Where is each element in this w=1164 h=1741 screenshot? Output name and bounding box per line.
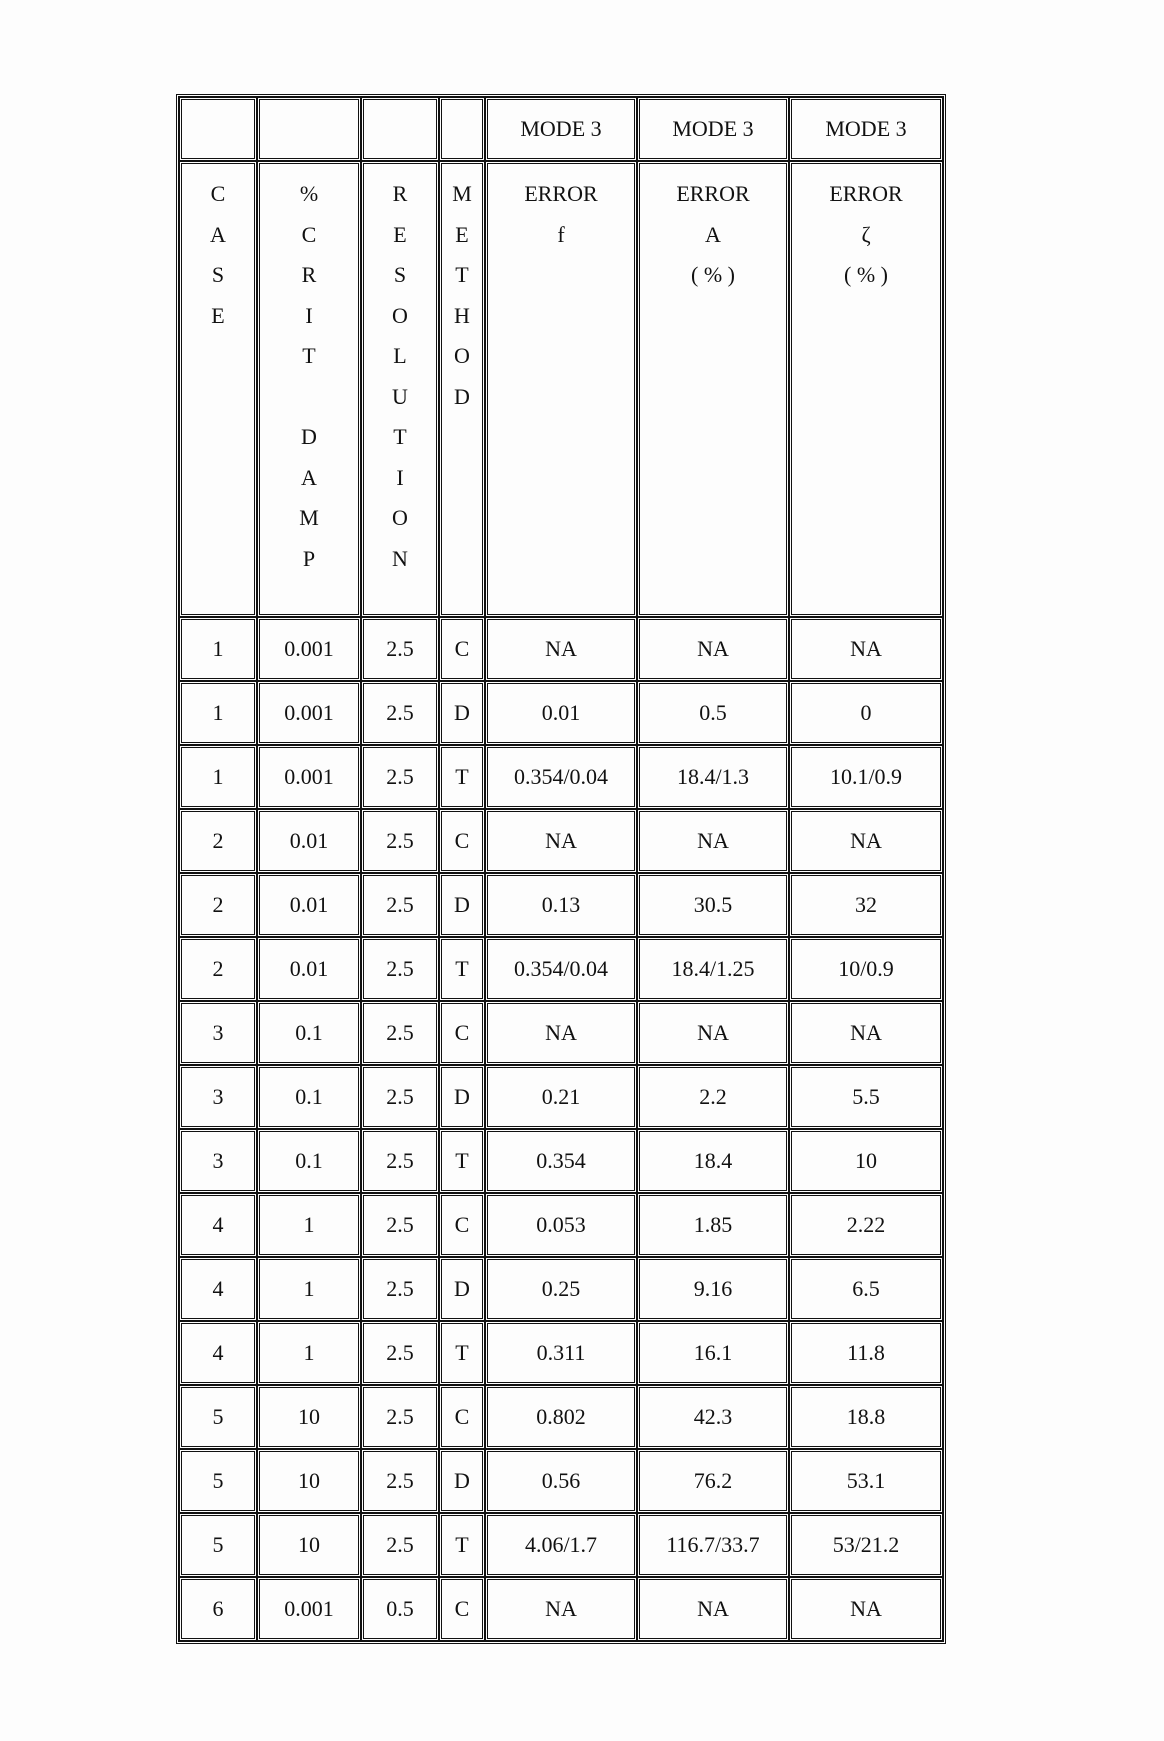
cell-method: C [439,617,485,681]
header-case-letters [182,174,254,336]
cell-error-zeta: 53/21.2 [789,1513,943,1577]
table-row [179,1001,943,1065]
cell-error-zeta: 10.1/0.9 [789,745,943,809]
cell-error-a: NA [637,809,789,873]
cell-error-a: 2.2 [637,1065,789,1129]
cell-error-zeta: 10 [789,1129,943,1193]
header-error-a-lines [640,174,786,296]
header-crit-damp-line [260,377,358,418]
error-table [176,94,946,1644]
cell-case: 2 [179,937,257,1001]
cell-crit-damp: 1 [257,1257,361,1321]
header-resolution-line: O [392,302,408,328]
table-row [179,873,943,937]
cell-resolution: 2.5 [361,1001,439,1065]
cell-error-a: 16.1 [637,1321,789,1385]
cell-method: D [439,681,485,745]
header-error-zeta-lines [792,174,940,296]
cell-error-f: 0.311 [485,1321,637,1385]
mode-header-row [179,97,943,161]
header-error-f-line: f [557,221,565,247]
cell-error-a: 42.3 [637,1385,789,1449]
cell-error-a: 9.16 [637,1257,789,1321]
cell-crit-damp: 0.01 [257,873,361,937]
header-crit-damp-line: R [301,262,317,287]
cell-error-f: 0.56 [485,1449,637,1513]
header-method [439,161,485,617]
cell-method: T [439,1513,485,1577]
header-case [179,161,257,617]
cell-crit-damp: 0.1 [257,1129,361,1193]
header-crit-damp-line: C [301,221,317,247]
header-resolution-line: N [392,545,408,571]
cell-case: 4 [179,1193,257,1257]
cell-crit-damp: 0.1 [257,1065,361,1129]
table-row [179,1257,943,1321]
cell-error-f: 0.354 [485,1129,637,1193]
table-row [179,1385,943,1449]
cell-case: 1 [179,745,257,809]
cell-error-f: 0.01 [485,681,637,745]
table-row [179,1513,943,1577]
table-row [179,1449,943,1513]
mode-cell-case [179,97,257,161]
cell-error-zeta: 10/0.9 [789,937,943,1001]
cell-case: 3 [179,1001,257,1065]
cell-error-f: 0.354/0.04 [485,745,637,809]
cell-error-f: NA [485,1001,637,1065]
header-method-line: O [454,343,470,368]
cell-crit-damp: 0.01 [257,937,361,1001]
cell-case: 1 [179,681,257,745]
header-error-zeta-line: ERROR [829,181,903,206]
header-resolution-line: L [393,343,407,368]
cell-error-a: 1.85 [637,1193,789,1257]
cell-resolution: 2.5 [361,1193,439,1257]
mode-cell-resolution [361,97,439,161]
table-row [179,745,943,809]
cell-crit-damp: 0.001 [257,745,361,809]
cell-error-zeta: NA [789,617,943,681]
cell-error-f: 0.13 [485,873,637,937]
cell-case: 2 [179,809,257,873]
cell-error-zeta: 6.5 [789,1257,943,1321]
cell-crit-damp: 1 [257,1321,361,1385]
header-crit-damp-line: T [302,343,316,368]
cell-crit-damp: 10 [257,1513,361,1577]
cell-error-zeta: 2.22 [789,1193,943,1257]
header-resolution-line: S [393,262,407,287]
cell-error-zeta: NA [789,1577,943,1641]
cell-method: C [439,1001,485,1065]
cell-resolution: 2.5 [361,617,439,681]
header-error-a-line: ( % ) [691,262,735,287]
cell-crit-damp: 0.001 [257,1577,361,1641]
header-crit-damp-line: A [301,464,317,490]
cell-crit-damp: 0.001 [257,617,361,681]
cell-resolution: 2.5 [361,1513,439,1577]
header-error-zeta [789,161,943,617]
header-method-line: H [454,302,470,328]
cell-resolution: 2.5 [361,1449,439,1513]
header-error-f [485,161,637,617]
table-row [179,1129,943,1193]
cell-error-a: 76.2 [637,1449,789,1513]
header-resolution-line: E [393,221,407,247]
header-crit-damp-line: P [302,545,316,571]
cell-case: 3 [179,1129,257,1193]
cell-resolution: 2.5 [361,1385,439,1449]
cell-error-a: 18.4 [637,1129,789,1193]
header-resolution-letters [364,174,436,579]
cell-error-f: NA [485,617,637,681]
table-row [179,1193,943,1257]
mode-cell-error-a: MODE 3 [637,97,789,161]
header-resolution [361,161,439,617]
cell-case: 4 [179,1321,257,1385]
cell-method: C [439,1385,485,1449]
cell-resolution: 2.5 [361,1321,439,1385]
cell-error-a: NA [637,617,789,681]
cell-error-zeta: 53.1 [789,1449,943,1513]
cell-error-a: NA [637,1577,789,1641]
header-error-a-line: ERROR [676,181,750,206]
cell-error-f: 0.802 [485,1385,637,1449]
cell-error-a: 18.4/1.25 [637,937,789,1001]
header-crit-damp-line: % [299,181,319,206]
mode-cell-crit-damp [257,97,361,161]
cell-method: T [439,1321,485,1385]
header-case-line: C [210,181,226,206]
cell-error-f: 0.21 [485,1065,637,1129]
cell-crit-damp: 10 [257,1385,361,1449]
cell-method: C [439,1193,485,1257]
table-row [179,1065,943,1129]
column-header-row [179,161,943,617]
header-method-letters [442,174,482,417]
header-method-line: T [455,262,469,287]
cell-error-a: 30.5 [637,873,789,937]
header-resolution-line: I [396,464,404,490]
cell-error-zeta: 32 [789,873,943,937]
cell-resolution: 2.5 [361,1257,439,1321]
cell-resolution: 2.5 [361,1129,439,1193]
mode-cell-error-f: MODE 3 [485,97,637,161]
header-crit-damp-line: I [305,302,313,328]
cell-method: D [439,1257,485,1321]
cell-case: 5 [179,1385,257,1449]
table-row [179,617,943,681]
cell-method: T [439,745,485,809]
cell-resolution: 2.5 [361,937,439,1001]
cell-case: 5 [179,1513,257,1577]
cell-crit-damp: 0.001 [257,681,361,745]
cell-case: 5 [179,1449,257,1513]
cell-error-zeta: NA [789,809,943,873]
header-resolution-line: U [392,383,408,409]
table-row [179,937,943,1001]
header-case-line: S [211,262,225,287]
cell-case: 4 [179,1257,257,1321]
cell-method: D [439,1449,485,1513]
header-method-line: M [452,181,472,206]
header-error-f-line: ERROR [524,181,598,206]
cell-resolution: 2.5 [361,1065,439,1129]
cell-resolution: 2.5 [361,809,439,873]
mode-cell-method [439,97,485,161]
cell-method: T [439,937,485,1001]
cell-resolution: 2.5 [361,873,439,937]
header-crit-damp-line: M [299,505,319,530]
cell-error-f: 0.25 [485,1257,637,1321]
header-crit-damp-letters [260,174,358,579]
cell-crit-damp: 0.01 [257,809,361,873]
header-crit-damp [257,161,361,617]
header-error-f-lines [488,174,634,255]
cell-error-zeta: 18.8 [789,1385,943,1449]
header-case-line: A [210,221,226,247]
table-row [179,1321,943,1385]
cell-method: D [439,1065,485,1129]
cell-error-f: 0.053 [485,1193,637,1257]
header-error-zeta-line: ζ [861,221,871,247]
header-method-line: D [454,383,470,409]
cell-error-a: 116.7/33.7 [637,1513,789,1577]
cell-error-a: 18.4/1.3 [637,745,789,809]
table-row [179,1577,943,1641]
cell-error-f: 4.06/1.7 [485,1513,637,1577]
header-resolution-line: O [392,505,408,530]
header-method-line: E [455,221,469,247]
header-error-a-line: A [705,221,721,247]
cell-case: 6 [179,1577,257,1641]
cell-case: 1 [179,617,257,681]
cell-error-zeta: NA [789,1001,943,1065]
mode-cell-error-zeta: MODE 3 [789,97,943,161]
cell-case: 3 [179,1065,257,1129]
cell-resolution: 0.5 [361,1577,439,1641]
cell-method: C [439,1577,485,1641]
cell-method: D [439,873,485,937]
cell-error-zeta: 0 [789,681,943,745]
cell-method: T [439,1129,485,1193]
cell-method: C [439,809,485,873]
header-resolution-line: T [393,424,407,449]
header-case-line: E [211,302,225,328]
header-crit-damp-line: D [301,424,317,449]
cell-error-a: NA [637,1001,789,1065]
cell-error-zeta: 11.8 [789,1321,943,1385]
cell-error-f: NA [485,809,637,873]
cell-error-zeta: 5.5 [789,1065,943,1129]
cell-resolution: 2.5 [361,745,439,809]
table-row [179,809,943,873]
cell-case: 2 [179,873,257,937]
header-error-a [637,161,789,617]
cell-error-a: 0.5 [637,681,789,745]
table-row [179,681,943,745]
cell-error-f: NA [485,1577,637,1641]
cell-resolution: 2.5 [361,681,439,745]
header-resolution-line: R [392,181,408,206]
cell-error-f: 0.354/0.04 [485,937,637,1001]
cell-crit-damp: 10 [257,1449,361,1513]
cell-crit-damp: 1 [257,1193,361,1257]
cell-crit-damp: 0.1 [257,1001,361,1065]
header-error-zeta-line: ( % ) [844,262,888,287]
